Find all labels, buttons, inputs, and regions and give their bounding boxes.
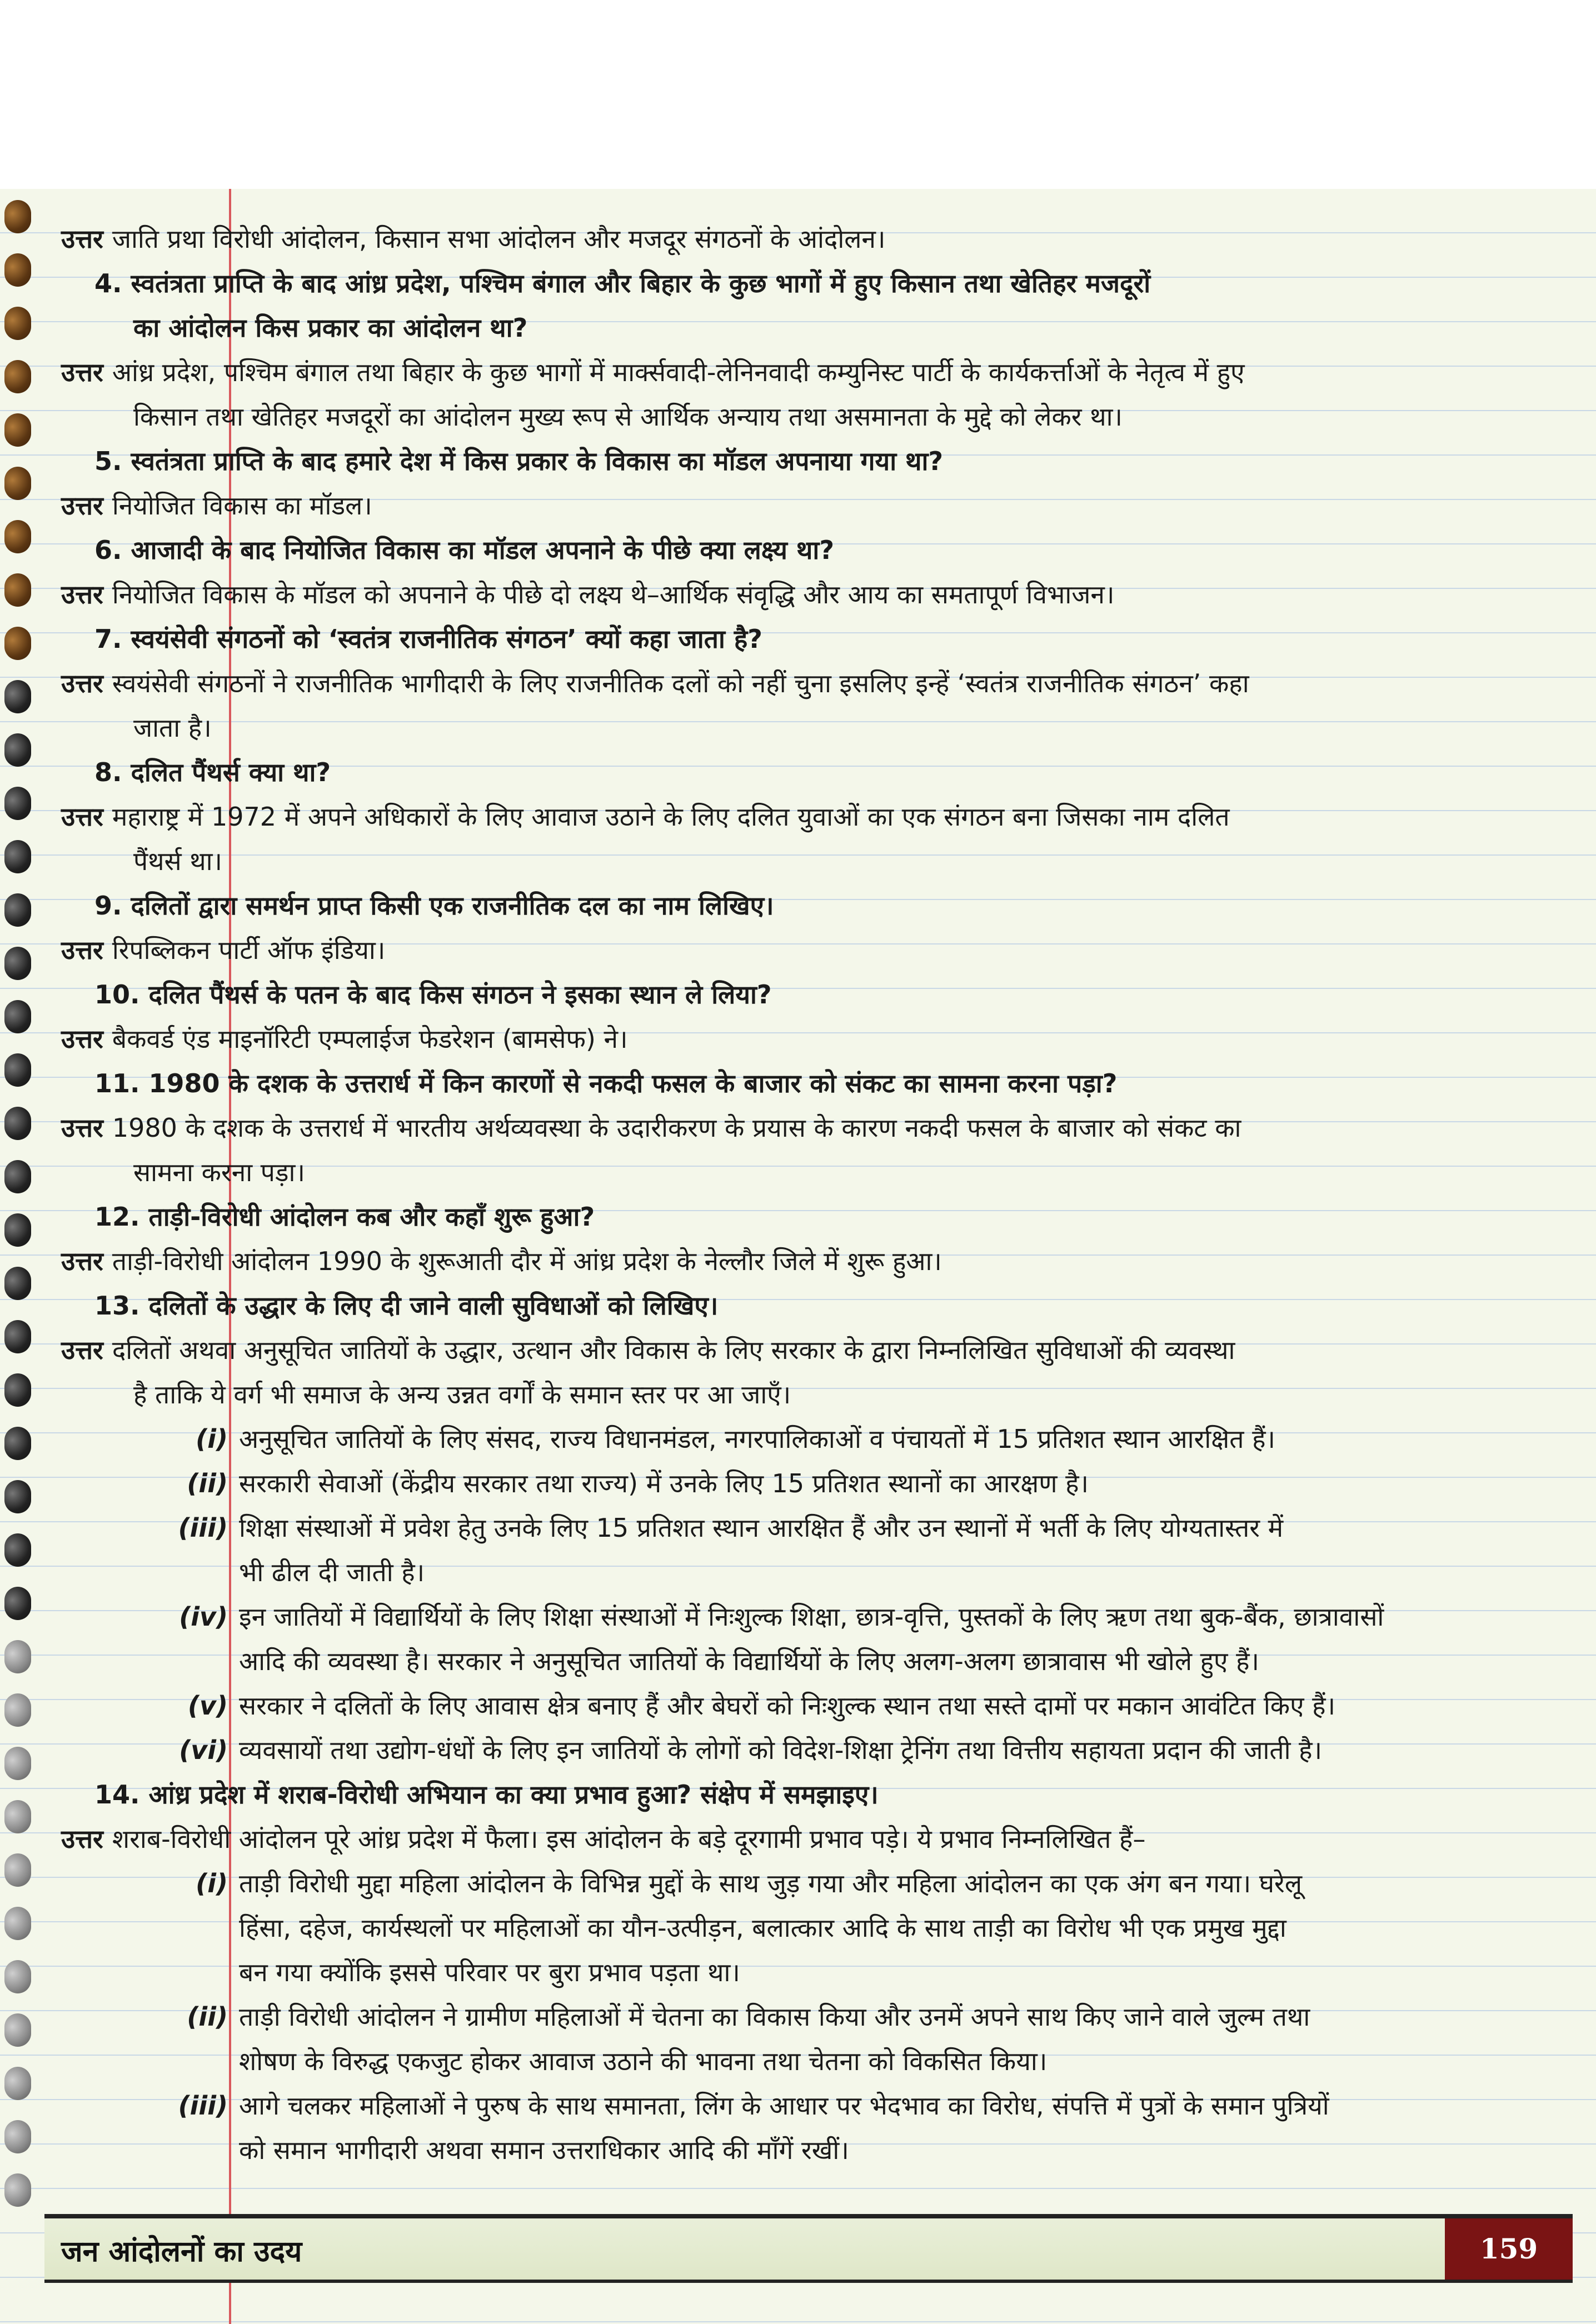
answer bbox=[61, 928, 1550, 972]
sub-point-continuation bbox=[61, 2039, 1550, 2083]
sub-point-continuation bbox=[61, 1950, 1550, 1995]
spiral-ring bbox=[4, 2013, 31, 2047]
question-number: 8. bbox=[94, 757, 122, 787]
spiral-ring bbox=[4, 1747, 31, 1780]
sub-point-numeral: (iii) bbox=[178, 2091, 228, 2121]
spiral-ring bbox=[4, 1107, 31, 1140]
question-number: 4. bbox=[94, 268, 122, 298]
spiral-ring bbox=[4, 1640, 31, 1673]
sub-point-text: बन गया क्योंकि इससे परिवार पर बुरा प्रभाव पड़ता था। bbox=[239, 1957, 740, 1987]
answer-text: शराब-विरोधी आंदोलन पूरे आंध्र प्रदेश में फैला। इस आंदोलन के बड़े दूरगामी प्रभाव पड़े। ये प्रभाव निम्नलिखित हैं– bbox=[112, 1824, 1146, 1854]
sub-point-text: ताड़ी विरोधी मुद्दा महिला आंदोलन के विभिन्न मुद्दों के साथ जुड़ गया और महिला आंदोलन का एक अंग बन गया। घरेलू bbox=[239, 1868, 1303, 1898]
sub-point bbox=[61, 1861, 1550, 1906]
sub-point bbox=[61, 1417, 1550, 1461]
answer bbox=[61, 1328, 1550, 1372]
spiral-ring bbox=[4, 520, 31, 553]
answer-text: किसान तथा खेतिहर मजदूरों का आंदोलन मुख्य रूप से आर्थिक अन्याय तथा असमानता के मुद्दे को लेकर था। bbox=[133, 402, 1123, 432]
spiral-ring bbox=[4, 627, 31, 660]
sub-point-text: ताड़ी विरोधी आंदोलन ने ग्रामीण महिलाओं में चेतना का विकास किया और उनमें अपने साथ किए जाने वाले जुल्म तथा bbox=[239, 2002, 1310, 2032]
answer-label: उत्तर bbox=[61, 802, 103, 832]
question-text: 1980 के दशक के उत्तरार्ध में किन कारणों से नकदी फसल के बाजार को संकट का सामना करना पड़ा? bbox=[148, 1068, 1118, 1098]
question-text: दलितों के उद्धार के लिए दी जाने वाली सुविधाओं को लिखिए। bbox=[148, 1291, 719, 1321]
answer-text: जाता है। bbox=[133, 713, 212, 743]
question bbox=[61, 1195, 1550, 1239]
sub-point-continuation bbox=[61, 1639, 1550, 1683]
answer-continuation bbox=[61, 1150, 1550, 1195]
spiral-ring bbox=[4, 947, 31, 980]
sub-point bbox=[61, 1728, 1550, 1772]
spiral-ring bbox=[4, 787, 31, 820]
answer-label: उत्तर bbox=[61, 1024, 103, 1054]
spiral-ring bbox=[4, 1320, 31, 1353]
question-number: 11. bbox=[94, 1068, 140, 1098]
question-text: स्वयंसेवी संगठनों को ‘स्वतंत्र राजनीतिक संगठन’ क्यों कहा जाता है? bbox=[131, 624, 762, 654]
spiral-ring bbox=[4, 840, 31, 873]
sub-point-text: अनुसूचित जातियों के लिए संसद, राज्य विधानमंडल, नगरपालिकाओं व पंचायतों में 15 प्रतिशत स्थान आरक्षित हैं। bbox=[239, 1424, 1275, 1454]
chapter-title: जन आंदोलनों का उदय bbox=[61, 2235, 302, 2268]
sub-point-continuation bbox=[61, 1550, 1550, 1595]
answer-label: उत्तर bbox=[61, 224, 103, 254]
question bbox=[61, 1061, 1550, 1106]
answer-label: उत्तर bbox=[61, 668, 103, 698]
sub-point bbox=[61, 1683, 1550, 1728]
answer bbox=[61, 794, 1550, 839]
sub-point bbox=[61, 2083, 1550, 2128]
question-number: 12. bbox=[94, 1202, 140, 1232]
question bbox=[61, 883, 1550, 928]
sub-point-text: आगे चलकर महिलाओं ने पुरुष के साथ समानता, लिंग के आधार पर भेदभाव का विरोध, संपत्ति में पुत्रों के समान पुत्रियों bbox=[239, 2091, 1329, 2121]
sub-point bbox=[61, 1506, 1550, 1550]
spiral-ring bbox=[4, 1853, 31, 1887]
sub-point-text: को समान भागीदारी अथवा समान उत्तराधिकार आदि की माँगें रखीं। bbox=[239, 2135, 849, 2165]
question-text: स्वतंत्रता प्राप्ति के बाद आंध्र प्रदेश, पश्चिम बंगाल और बिहार के कुछ भागों में हुए किसान तथा खेतिहर मजदूरों bbox=[131, 268, 1151, 298]
question bbox=[61, 439, 1550, 483]
spiral-ring bbox=[4, 1800, 31, 1833]
answer bbox=[61, 350, 1550, 394]
sub-point-numeral: (iii) bbox=[178, 1513, 228, 1543]
question bbox=[61, 617, 1550, 661]
spiral-ring bbox=[4, 893, 31, 927]
answer-text: स्वयंसेवी संगठनों ने राजनीतिक भागीदारी के लिए राजनीतिक दलों को नहीं चुना इसलिए इन्हें ‘स्वतंत्र राजनीतिक संगठन’ कहा bbox=[112, 668, 1249, 698]
sub-point-numeral: (iv) bbox=[179, 1602, 228, 1632]
question bbox=[61, 972, 1550, 1017]
answer-continuation bbox=[61, 394, 1550, 439]
page-content bbox=[61, 217, 1550, 2172]
spiral-ring bbox=[4, 1213, 31, 1247]
sub-point bbox=[61, 1461, 1550, 1506]
sub-point-text: हिंसा, दहेज, कार्यस्थलों पर महिलाओं का यौन-उत्पीड़न, बलात्कार आदि के साथ ताड़ी का विरोध भी एक प्रमुख मुद्दा bbox=[239, 1913, 1286, 1943]
spiral-ring bbox=[4, 1160, 31, 1193]
sub-point-numeral: (vi) bbox=[179, 1735, 228, 1765]
answer-label: उत्तर bbox=[61, 579, 103, 609]
page-number: 159 bbox=[1445, 2218, 1573, 2280]
answer-text: महाराष्ट्र में 1972 में अपने अधिकारों के लिए आवाज उठाने के लिए दलित युवाओं का एक संगठन बना जिसका नाम दलित bbox=[112, 802, 1230, 832]
sub-point-numeral: (i) bbox=[196, 1868, 228, 1898]
answer-label: उत्तर bbox=[61, 1113, 103, 1143]
answer-continuation bbox=[61, 1372, 1550, 1417]
answer-text: आंध्र प्रदेश, पश्चिम बंगाल तथा बिहार के कुछ भागों में मार्क्सवादी-लेनिनवादी कम्युनिस्ट पार्टी के कार्यकर्त्ताओं के नेतृत्व में हुए bbox=[112, 357, 1245, 387]
answer-label: उत्तर bbox=[61, 1246, 103, 1276]
answer-label: उत्तर bbox=[61, 491, 103, 521]
question-number: 5. bbox=[94, 446, 122, 476]
question-number: 14. bbox=[94, 1780, 140, 1810]
spiral-ring bbox=[4, 413, 31, 447]
answer-text: पैंथर्स था। bbox=[133, 846, 222, 876]
question-text: आजादी के बाद नियोजित विकास का मॉडल अपनाने के पीछे क्या लक्ष्य था? bbox=[131, 535, 834, 565]
sub-point-numeral: (ii) bbox=[187, 2002, 228, 2032]
spiral-ring bbox=[4, 1000, 31, 1033]
answer-text: जाति प्रथा विरोधी आंदोलन, किसान सभा आंदोलन और मजदूर संगठनों के आंदोलन। bbox=[112, 224, 886, 254]
spiral-ring bbox=[4, 1960, 31, 1993]
sub-point-numeral: (i) bbox=[196, 1424, 228, 1454]
question-text: दलित पैंथर्स के पतन के बाद किस संगठन ने इसका स्थान ले लिया? bbox=[148, 979, 772, 1009]
spiral-ring bbox=[4, 467, 31, 500]
spiral-ring bbox=[4, 733, 31, 767]
sub-point-text: सरकार ने दलितों के लिए आवास क्षेत्र बनाए हैं और बेघरों को निःशुल्क स्थान तथा सस्ते दामों पर मकान आवंटित किए हैं। bbox=[239, 1691, 1335, 1721]
spiral-ring bbox=[4, 1480, 31, 1513]
spiral-ring bbox=[4, 1427, 31, 1460]
question-text: का आंदोलन किस प्रकार का आंदोलन था? bbox=[133, 313, 528, 343]
spiral-ring bbox=[4, 1533, 31, 1567]
spiral-ring bbox=[4, 1587, 31, 1620]
answer-text: रिपब्लिकन पार्टी ऑफ इंडिया। bbox=[112, 935, 386, 965]
question-text: आंध्र प्रदेश में शराब-विरोधी अभियान का क्या प्रभाव हुआ? संक्षेप में समझाइए। bbox=[148, 1780, 879, 1810]
sub-point bbox=[61, 1995, 1550, 2039]
answer bbox=[61, 483, 1550, 528]
answer-label: उत्तर bbox=[61, 935, 103, 965]
spiral-binding bbox=[0, 189, 39, 2245]
answer bbox=[61, 572, 1550, 617]
sub-point-continuation bbox=[61, 2128, 1550, 2172]
sub-point-text: भी ढील दी जाती है। bbox=[239, 1557, 425, 1587]
answer-text: दलितों अथवा अनुसूचित जातियों के उद्धार, उत्थान और विकास के लिए सरकार के द्वारा निम्नलिखित सुविधाओं की व्यवस्था bbox=[112, 1335, 1235, 1365]
question-number: 6. bbox=[94, 535, 122, 565]
sub-point-text: व्यवसायों तथा उद्योग-धंधों के लिए इन जातियों के लोगों को विदेश-शिक्षा ट्रेनिंग तथा वित्तीय सहायता प्रदान की जाती है। bbox=[239, 1735, 1323, 1765]
sub-point-continuation bbox=[61, 1906, 1550, 1950]
spiral-ring bbox=[4, 1053, 31, 1087]
spiral-ring bbox=[4, 1267, 31, 1300]
question-number: 7. bbox=[94, 624, 122, 654]
question bbox=[61, 1772, 1550, 1817]
answer-continuation bbox=[61, 839, 1550, 883]
question-text: ताड़ी-विरोधी आंदोलन कब और कहाँ शुरू हुआ? bbox=[148, 1202, 595, 1232]
spiral-ring bbox=[4, 680, 31, 713]
spiral-ring bbox=[4, 2067, 31, 2100]
sub-point-numeral: (ii) bbox=[187, 1468, 228, 1498]
answer bbox=[61, 1106, 1550, 1150]
question-text: दलित पैंथर्स क्या था? bbox=[131, 757, 331, 787]
answer-continuation bbox=[61, 706, 1550, 750]
answer bbox=[61, 217, 1550, 261]
answer bbox=[61, 1817, 1550, 1861]
question-number: 9. bbox=[94, 891, 122, 921]
answer-text: नियोजित विकास का मॉडल। bbox=[112, 491, 372, 521]
answer bbox=[61, 1239, 1550, 1283]
page-footer bbox=[44, 2214, 1573, 2283]
answer-text: नियोजित विकास के मॉडल को अपनाने के पीछे दो लक्ष्य थे–आर्थिक संवृद्धि और आय का समतापूर्ण विभाजन। bbox=[112, 579, 1115, 609]
answer bbox=[61, 1017, 1550, 1061]
question-number: 10. bbox=[94, 979, 140, 1009]
spiral-ring bbox=[4, 2120, 31, 2153]
question-number: 13. bbox=[94, 1291, 140, 1321]
sub-point bbox=[61, 1595, 1550, 1639]
question-text: दलितों द्वारा समर्थन प्राप्त किसी एक राजनीतिक दल का नाम लिखिए। bbox=[131, 891, 774, 921]
spiral-ring bbox=[4, 1907, 31, 1940]
sub-point-text: शोषण के विरुद्ध एकजुट होकर आवाज उठाने की भावना तथा चेतना को विकसित किया। bbox=[239, 2046, 1048, 2076]
question-text: स्वतंत्रता प्राप्ति के बाद हमारे देश में किस प्रकार के विकास का मॉडल अपनाया गया था? bbox=[131, 446, 944, 476]
sub-point-text: आदि की व्यवस्था है। सरकार ने अनुसूचित जातियों के विद्यार्थियों के लिए अलग-अलग छात्रावास भी खोले हुए हैं। bbox=[239, 1646, 1259, 1676]
sub-point-text: सरकारी सेवाओं (केंद्रीय सरकार तथा राज्य) में उनके लिए 15 प्रतिशत स्थानों का आरक्षण है। bbox=[239, 1468, 1089, 1498]
spiral-ring bbox=[4, 1693, 31, 1727]
sub-point-text: इन जातियों में विद्यार्थियों के लिए शिक्षा संस्थाओं में निःशुल्क शिक्षा, छात्र-वृत्ति, पुस्तकों के लिए ऋण तथा बुक-बैंक, छात्रावासों bbox=[239, 1602, 1384, 1632]
answer-label: उत्तर bbox=[61, 1335, 103, 1365]
answer-text: सामना करना पड़ा। bbox=[133, 1157, 305, 1187]
answer bbox=[61, 661, 1550, 706]
question bbox=[61, 750, 1550, 794]
question-continuation bbox=[61, 306, 1550, 350]
spiral-ring bbox=[4, 573, 31, 607]
spiral-ring bbox=[4, 307, 31, 340]
spiral-ring bbox=[4, 2173, 31, 2207]
answer-label: उत्तर bbox=[61, 1824, 103, 1854]
answer-text: बैकवर्ड एंड माइनॉरिटी एम्पलाईज फेडरेशन (बामसेफ) ने। bbox=[112, 1024, 628, 1054]
spiral-ring bbox=[4, 253, 31, 287]
question bbox=[61, 528, 1550, 572]
question bbox=[61, 261, 1550, 306]
answer-label: उत्तर bbox=[61, 357, 103, 387]
sub-point-text: शिक्षा संस्थाओं में प्रवेश हेतु उनके लिए 15 प्रतिशत स्थान आरक्षित हैं और उन स्थानों में भर्ती के लिए योग्यतास्तर में bbox=[239, 1513, 1284, 1543]
spiral-ring bbox=[4, 200, 31, 233]
sub-point-numeral: (v) bbox=[187, 1691, 228, 1721]
question bbox=[61, 1283, 1550, 1328]
spiral-ring bbox=[4, 1373, 31, 1407]
answer-text: 1980 के दशक के उत्तरार्ध में भारतीय अर्थव्यवस्था के उदारीकरण के प्रयास के कारण नकदी फसल के बाजार को संकट का bbox=[112, 1113, 1241, 1143]
answer-text: ताड़ी-विरोधी आंदोलन 1990 के शुरूआती दौर में आंध्र प्रदेश के नेल्लौर जिले में शुरू हुआ। bbox=[112, 1246, 942, 1276]
spiral-ring bbox=[4, 360, 31, 393]
answer-text: है ताकि ये वर्ग भी समाज के अन्य उन्नत वर्गों के समान स्तर पर आ जाएँ। bbox=[133, 1380, 791, 1410]
